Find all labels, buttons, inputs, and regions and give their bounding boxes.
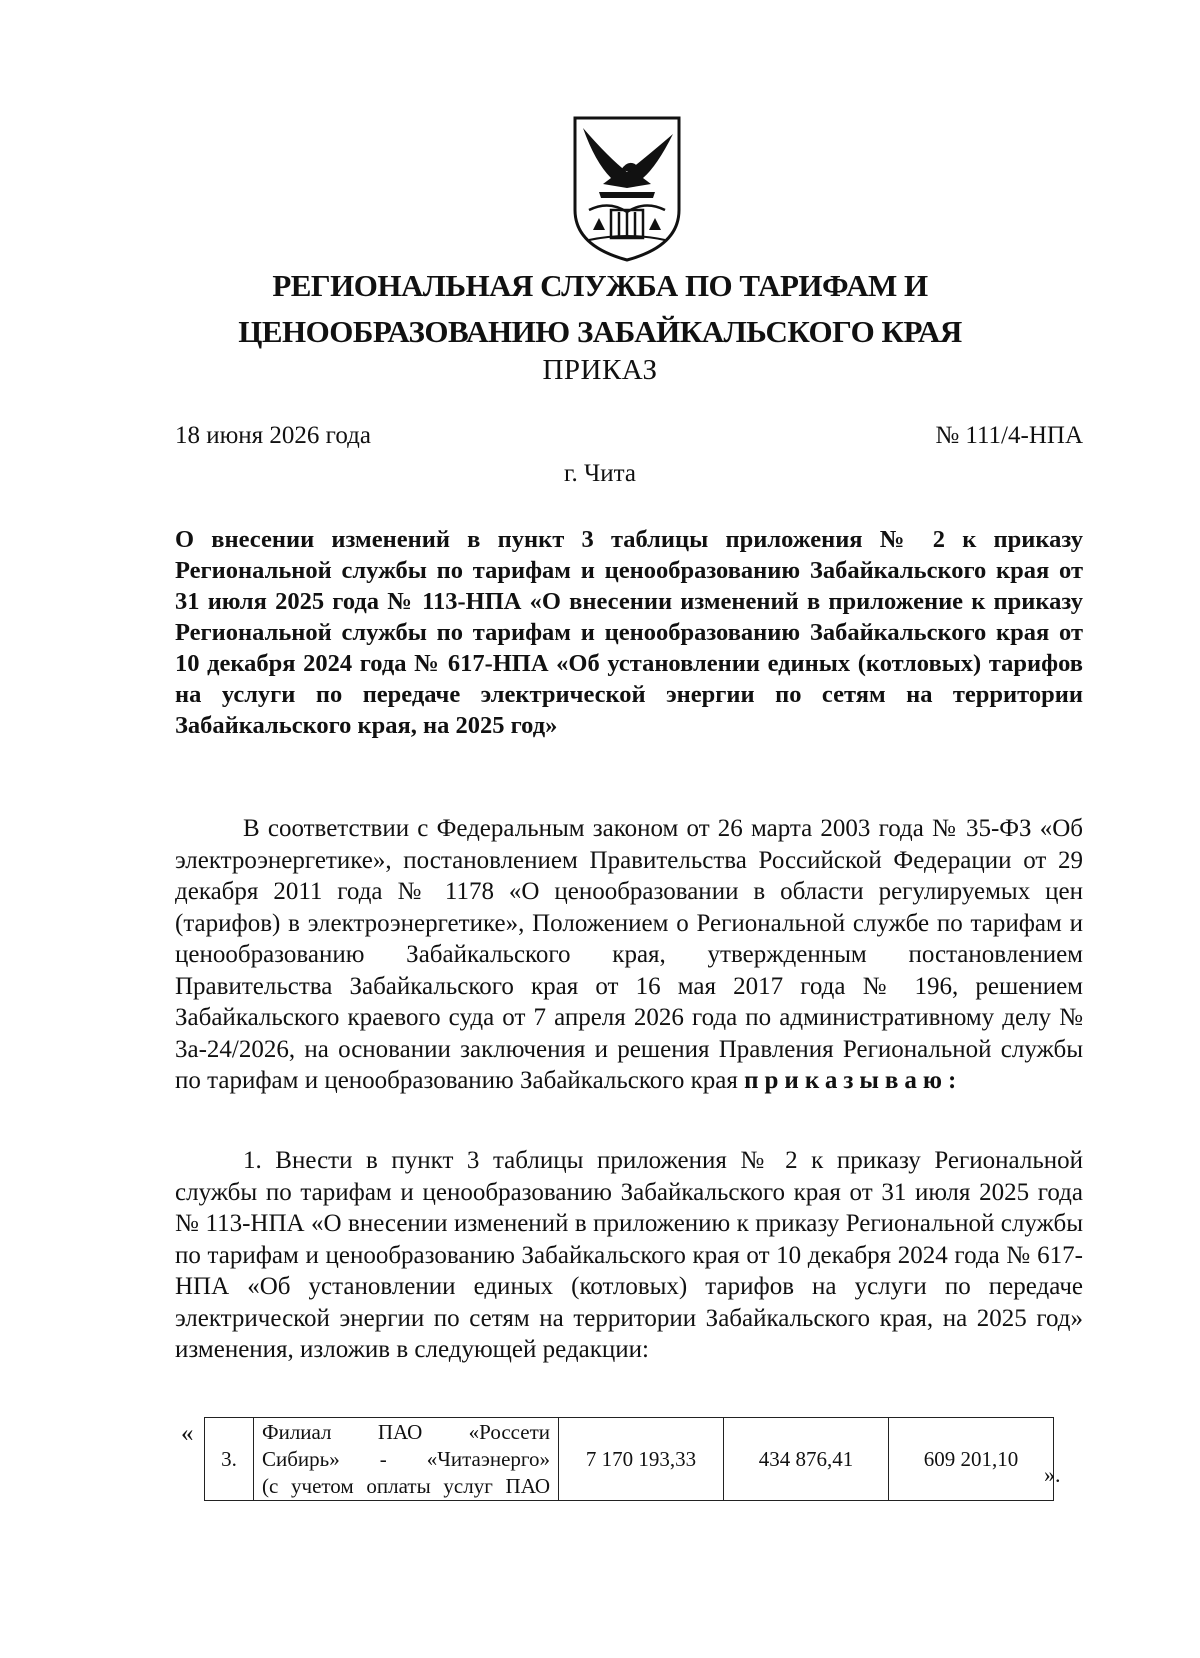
preamble-paragraph <box>175 813 1083 1097</box>
item-1-paragraph: 1. Внести в пункт 3 таблицы приложения № 2 к приказу Региональной службы по тарифам и ценообразованию Забайкальского края от 31 июля 2025 года № 113-НПА «О внесении изменений в приложению к приказу Региональной службы по тарифам и ценообразованию Забайкальского края от 10 декабря 2024 года № 617-НПА «Об установлении единых (котловых) тарифов на услуги по передаче электрической энергии по сетям на территории Забайкальского края, на 2025 год» изменения, изложив в следующей редакции: <box>175 1147 1083 1363</box>
tariff-table <box>204 1417 1054 1501</box>
value-cell-1: 7 170 193,33 <box>559 1418 724 1501</box>
document-subject: О внесении изменений в пункт 3 таблицы приложения № 2 к приказу Региональной службы по тарифам и ценообразованию Забайкальского края от 31 июля 2025 года № 113-НПА «О внесении изменений в приложение к приказу Региональной службы по тарифам и ценообразованию Забайкальского края от 10 декабря 2024 года № 617-НПА «Об установлении единых (котловых) тарифов на услуги по передаче электрической энергии по сетям на территории Забайкальского края, на 2025 год» <box>175 526 1083 739</box>
quote-close-mark: ». <box>1044 1462 1061 1487</box>
value-cell-3: 609 201,10 <box>889 1418 1054 1501</box>
document-number: № 111/4-НПА <box>935 422 1083 449</box>
row-number-cell: 3. <box>205 1418 254 1501</box>
organization-title <box>0 263 1200 355</box>
quote-open-mark: « <box>181 1420 194 1447</box>
document-city: г. Чита <box>564 460 636 487</box>
table-row <box>205 1418 1054 1501</box>
document-date: 18 июня 2026 года <box>175 422 371 449</box>
organization-name-line-3: (с учетом оплаты услуг ПАО <box>262 1473 550 1498</box>
organization-title-line-1: РЕГИОНАЛЬНАЯ СЛУЖБА ПО ТАРИФАМ И <box>272 268 928 303</box>
preamble-text: В соответствии с Федеральным законом от 26 марта 2003 года № 35-ФЗ «Об электроэнергетике», постановлением Правительства Российской Федерации от 29 декабря 2011 года № 1178 «О ценообразовании в области регулируемых цен (тарифов) в электроэнергетике», Положением о Региональной службе по тарифам и ценообразованию Забайкальского края, утвержденным постановлением Правительства Забайкальского края от 16 мая 2017 года № 196, решением Забайкальского краевого суда от 7 апреля 2026 года по административному делу № 3а-24/2026, на основании заключения и решения Правления Региональной службы по тарифам и ценообразованию Забайкальского края <box>175 815 1083 1094</box>
organization-name-line-1: Филиал ПАО «Россети <box>262 1419 550 1444</box>
organization-title-line-2: ЦЕНООБРАЗОВАНИЮ ЗАБАЙКАЛЬСКОГО КРАЯ <box>238 314 962 349</box>
document-type: ПРИКАЗ <box>542 354 658 386</box>
coat-of-arms-emblem <box>569 114 685 262</box>
order-word: приказываю: <box>744 1067 963 1094</box>
value-cell-2: 434 876,41 <box>724 1418 889 1501</box>
organization-name-line-2: Сибирь» - «Читаэнерго» <box>262 1446 550 1471</box>
organization-name-cell <box>254 1418 559 1501</box>
